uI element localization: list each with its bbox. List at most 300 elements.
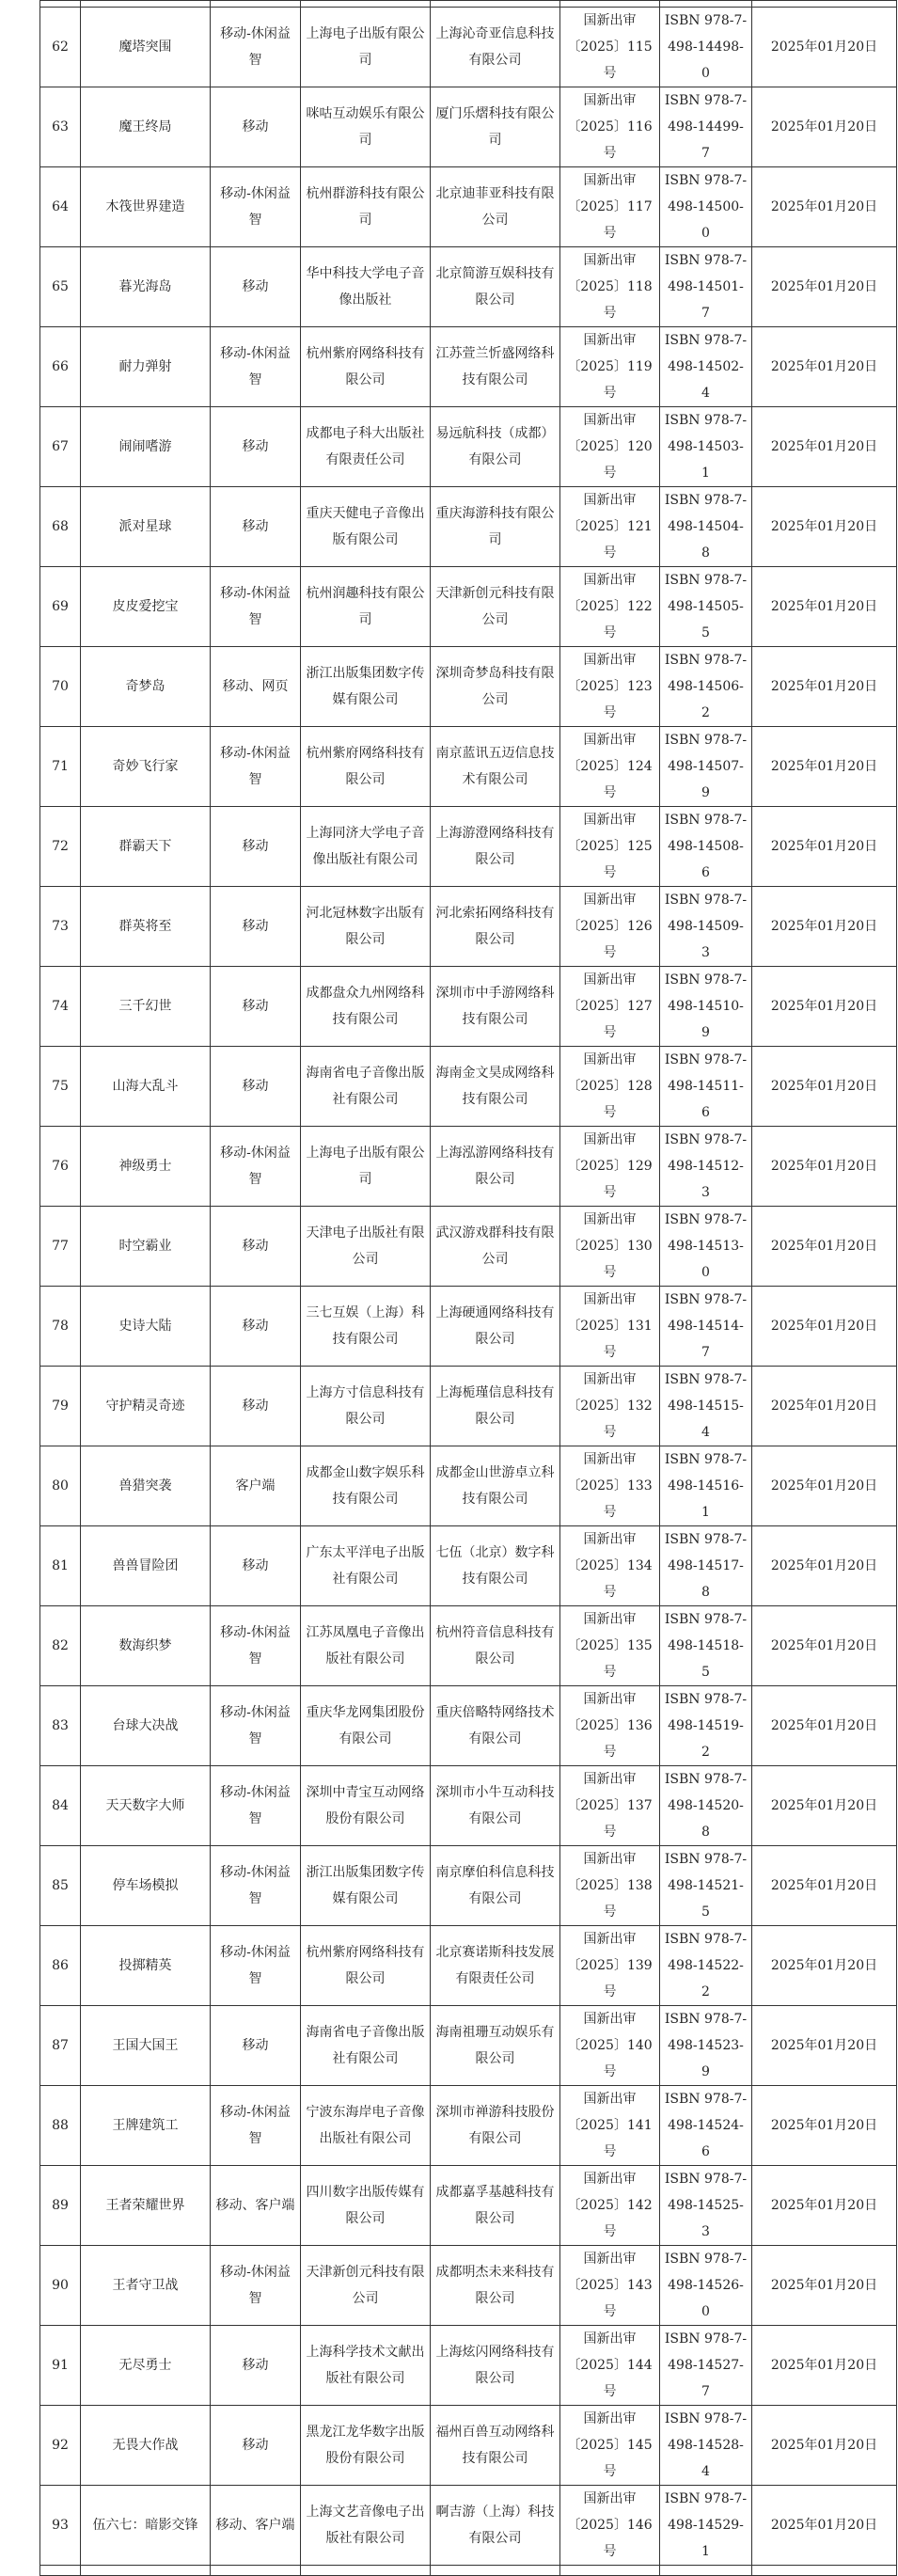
publisher-cell: 宁波东海岸电子音像出版社有限公司 bbox=[301, 2086, 431, 2166]
table-row bbox=[40, 247, 897, 327]
game-type-cell: 移动-休闲益智 bbox=[211, 1127, 301, 1207]
cell bbox=[81, 2566, 211, 2576]
publisher-cell: 广东太平洋电子出版社有限公司 bbox=[301, 1526, 431, 1606]
table-row bbox=[40, 2166, 897, 2246]
row-number-cell: 87 bbox=[40, 2006, 81, 2086]
approval-number-cell: 国新出审〔2025〕133号 bbox=[560, 1446, 660, 1526]
cell bbox=[431, 2566, 560, 2576]
table-row bbox=[40, 8, 897, 87]
isbn-cell: ISBN 978-7-498-14521-5 bbox=[660, 1846, 752, 1926]
approval-date-cell: 2025年01月20日 bbox=[752, 727, 897, 807]
game-name-cell: 天天数字大师 bbox=[81, 1766, 211, 1846]
game-type-cell: 移动 bbox=[211, 1047, 301, 1127]
isbn-cell: ISBN 978-7-498-14517-8 bbox=[660, 1526, 752, 1606]
operator-cell: 上海栀瑾信息科技有限公司 bbox=[431, 1367, 560, 1446]
publisher-cell: 天津新创元科技有限公司 bbox=[301, 2246, 431, 2326]
approval-number-cell: 国新出审〔2025〕119号 bbox=[560, 327, 660, 407]
game-type-cell: 移动 bbox=[211, 807, 301, 887]
game-type-cell: 移动-休闲益智 bbox=[211, 2246, 301, 2326]
publisher-cell: 成都电子科大出版社有限责任公司 bbox=[301, 407, 431, 487]
game-type-cell: 移动-休闲益智 bbox=[211, 1606, 301, 1686]
publisher-cell: 上海同济大学电子音像出版社有限公司 bbox=[301, 807, 431, 887]
operator-cell: 七伍（北京）数字科技有限公司 bbox=[431, 1526, 560, 1606]
isbn-cell: ISBN 978-7-498-14505-5 bbox=[660, 567, 752, 647]
isbn-cell: ISBN 978-7-498-14526-0 bbox=[660, 2246, 752, 2326]
isbn-cell: ISBN 978-7-498-14527-7 bbox=[660, 2326, 752, 2406]
table-row bbox=[40, 1367, 897, 1446]
table-row bbox=[40, 87, 897, 167]
cell bbox=[752, 2566, 897, 2576]
game-name-cell: 投掷精英 bbox=[81, 1926, 211, 2006]
table-row bbox=[40, 567, 897, 647]
game-type-cell: 移动 bbox=[211, 2326, 301, 2406]
operator-cell: 深圳市禅游科技股份有限公司 bbox=[431, 2086, 560, 2166]
row-number-cell: 93 bbox=[40, 2486, 81, 2566]
game-name-cell: 兽兽冒险团 bbox=[81, 1526, 211, 1606]
operator-cell: 杭州符音信息科技有限公司 bbox=[431, 1606, 560, 1686]
approval-number-cell: 国新出审〔2025〕146号 bbox=[560, 2486, 660, 2566]
publisher-cell: 四川数字出版传媒有限公司 bbox=[301, 2166, 431, 2246]
game-type-cell: 移动 bbox=[211, 887, 301, 967]
row-number-cell: 85 bbox=[40, 1846, 81, 1926]
approval-date-cell: 2025年01月20日 bbox=[752, 2486, 897, 2566]
table-row bbox=[40, 1846, 897, 1926]
game-type-cell: 移动 bbox=[211, 967, 301, 1047]
table-row bbox=[40, 487, 897, 567]
isbn-cell: ISBN 978-7-498-14499-7 bbox=[660, 87, 752, 167]
approval-number-cell: 国新出审〔2025〕140号 bbox=[560, 2006, 660, 2086]
isbn-cell: ISBN 978-7-498-14503-1 bbox=[660, 407, 752, 487]
operator-cell: 北京简游互娱科技有限公司 bbox=[431, 247, 560, 327]
game-name-cell: 暮光海岛 bbox=[81, 247, 211, 327]
approval-number-cell: 国新出审〔2025〕116号 bbox=[560, 87, 660, 167]
approval-date-cell: 2025年01月20日 bbox=[752, 407, 897, 487]
row-number-cell: 66 bbox=[40, 327, 81, 407]
approval-number-cell: 国新出审〔2025〕131号 bbox=[560, 1287, 660, 1367]
table-row bbox=[40, 1127, 897, 1207]
cell bbox=[211, 1, 301, 8]
isbn-cell: ISBN 978-7-498-14513-0 bbox=[660, 1207, 752, 1287]
isbn-cell: ISBN 978-7-498-14504-8 bbox=[660, 487, 752, 567]
game-name-cell: 群英将至 bbox=[81, 887, 211, 967]
approval-number-cell: 国新出审〔2025〕136号 bbox=[560, 1686, 660, 1766]
game-type-cell: 移动 bbox=[211, 2006, 301, 2086]
operator-cell: 上海游澄网络科技有限公司 bbox=[431, 807, 560, 887]
game-type-cell: 移动 bbox=[211, 247, 301, 327]
isbn-cell: ISBN 978-7-498-14520-8 bbox=[660, 1766, 752, 1846]
row-number-cell: 70 bbox=[40, 647, 81, 727]
approval-date-cell: 2025年01月20日 bbox=[752, 2326, 897, 2406]
game-name-cell: 三千幻世 bbox=[81, 967, 211, 1047]
game-name-cell: 停车场模拟 bbox=[81, 1846, 211, 1926]
approval-table bbox=[39, 0, 897, 2576]
row-number-cell: 80 bbox=[40, 1446, 81, 1526]
approval-number-cell: 国新出审〔2025〕123号 bbox=[560, 647, 660, 727]
row-number-cell: 83 bbox=[40, 1686, 81, 1766]
operator-cell: 上海泓游网络科技有限公司 bbox=[431, 1127, 560, 1207]
cell bbox=[560, 2566, 660, 2576]
publisher-cell: 成都盘众九州网络科技有限公司 bbox=[301, 967, 431, 1047]
isbn-cell: ISBN 978-7-498-14507-9 bbox=[660, 727, 752, 807]
approval-date-cell: 2025年01月20日 bbox=[752, 2006, 897, 2086]
approval-number-cell: 国新出审〔2025〕121号 bbox=[560, 487, 660, 567]
approval-date-cell: 2025年01月20日 bbox=[752, 647, 897, 727]
operator-cell: 武汉游戏群科技有限公司 bbox=[431, 1207, 560, 1287]
row-number-cell: 77 bbox=[40, 1207, 81, 1287]
operator-cell: 深圳奇梦岛科技有限公司 bbox=[431, 647, 560, 727]
publisher-cell: 杭州群游科技有限公司 bbox=[301, 167, 431, 247]
approval-date-cell: 2025年01月20日 bbox=[752, 8, 897, 87]
publisher-cell: 华中科技大学电子音像出版社 bbox=[301, 247, 431, 327]
publisher-cell: 上海文艺音像电子出版社有限公司 bbox=[301, 2486, 431, 2566]
operator-cell: 北京赛诺斯科技发展有限责任公司 bbox=[431, 1926, 560, 2006]
publisher-cell: 海南省电子音像出版社有限公司 bbox=[301, 2006, 431, 2086]
isbn-cell: ISBN 978-7-498-14500-0 bbox=[660, 167, 752, 247]
isbn-cell: ISBN 978-7-498-14501-7 bbox=[660, 247, 752, 327]
game-name-cell: 史诗大陆 bbox=[81, 1287, 211, 1367]
operator-cell: 重庆海游科技有限公司 bbox=[431, 487, 560, 567]
game-name-cell: 神级勇士 bbox=[81, 1127, 211, 1207]
game-name-cell: 无尽勇士 bbox=[81, 2326, 211, 2406]
cell bbox=[301, 2566, 431, 2576]
game-type-cell: 移动 bbox=[211, 2406, 301, 2486]
table-row bbox=[40, 2326, 897, 2406]
operator-cell: 天津新创元科技有限公司 bbox=[431, 567, 560, 647]
game-type-cell: 移动 bbox=[211, 487, 301, 567]
operator-cell: 上海硬通网络科技有限公司 bbox=[431, 1287, 560, 1367]
game-name-cell: 伍六七：暗影交锋 bbox=[81, 2486, 211, 2566]
operator-cell: 江苏萱兰忻盛网络科技有限公司 bbox=[431, 327, 560, 407]
game-name-cell: 群霸天下 bbox=[81, 807, 211, 887]
isbn-cell: ISBN 978-7-498-14523-9 bbox=[660, 2006, 752, 2086]
game-type-cell: 移动-休闲益智 bbox=[211, 1846, 301, 1926]
table-row bbox=[40, 327, 897, 407]
game-type-cell: 移动 bbox=[211, 407, 301, 487]
approval-date-cell: 2025年01月20日 bbox=[752, 1207, 897, 1287]
table-row bbox=[40, 2006, 897, 2086]
game-name-cell: 山海大乱斗 bbox=[81, 1047, 211, 1127]
game-type-cell: 移动、客户端 bbox=[211, 2486, 301, 2566]
game-name-cell: 台球大决战 bbox=[81, 1686, 211, 1766]
game-name-cell: 奇妙飞行家 bbox=[81, 727, 211, 807]
operator-cell: 南京摩伯科信息科技有限公司 bbox=[431, 1846, 560, 1926]
approval-date-cell: 2025年01月20日 bbox=[752, 167, 897, 247]
publisher-cell: 河北冠林数字出版有限公司 bbox=[301, 887, 431, 967]
isbn-cell: ISBN 978-7-498-14510-9 bbox=[660, 967, 752, 1047]
game-name-cell: 时空霸业 bbox=[81, 1207, 211, 1287]
game-type-cell: 移动-休闲益智 bbox=[211, 327, 301, 407]
publisher-cell: 浙江出版集团数字传媒有限公司 bbox=[301, 1846, 431, 1926]
game-type-cell: 移动-休闲益智 bbox=[211, 567, 301, 647]
table-row bbox=[40, 1926, 897, 2006]
game-type-cell: 移动-休闲益智 bbox=[211, 1766, 301, 1846]
table-row bbox=[40, 1686, 897, 1766]
approval-number-cell: 国新出审〔2025〕124号 bbox=[560, 727, 660, 807]
operator-cell: 厦门乐熠科技有限公司 bbox=[431, 87, 560, 167]
operator-cell: 上海沁奇亚信息科技有限公司 bbox=[431, 8, 560, 87]
operator-cell: 河北索拓网络科技有限公司 bbox=[431, 887, 560, 967]
publisher-cell: 重庆华龙网集团股份有限公司 bbox=[301, 1686, 431, 1766]
approval-number-cell: 国新出审〔2025〕115号 bbox=[560, 8, 660, 87]
operator-cell: 成都金山世游卓立科技有限公司 bbox=[431, 1446, 560, 1526]
approval-list-sheet bbox=[39, 0, 896, 2576]
row-number-cell: 71 bbox=[40, 727, 81, 807]
game-name-cell: 耐力弹射 bbox=[81, 327, 211, 407]
publisher-cell: 杭州润趣科技有限公司 bbox=[301, 567, 431, 647]
approval-date-cell: 2025年01月20日 bbox=[752, 887, 897, 967]
table-row bbox=[40, 727, 897, 807]
operator-cell: 易远航科技（成都）有限公司 bbox=[431, 407, 560, 487]
publisher-cell: 黑龙江龙华数字出版股份有限公司 bbox=[301, 2406, 431, 2486]
approval-date-cell: 2025年01月20日 bbox=[752, 87, 897, 167]
row-number-cell: 81 bbox=[40, 1526, 81, 1606]
table-row bbox=[40, 1446, 897, 1526]
row-number-cell: 64 bbox=[40, 167, 81, 247]
game-type-cell: 移动 bbox=[211, 1367, 301, 1446]
game-name-cell: 木筏世界建造 bbox=[81, 167, 211, 247]
table-row bbox=[40, 647, 897, 727]
approval-number-cell: 国新出审〔2025〕138号 bbox=[560, 1846, 660, 1926]
operator-cell: 海南祖珊互动娱乐有限公司 bbox=[431, 2006, 560, 2086]
row-number-cell: 68 bbox=[40, 487, 81, 567]
game-type-cell: 移动-休闲益智 bbox=[211, 1686, 301, 1766]
approval-date-cell: 2025年01月20日 bbox=[752, 1526, 897, 1606]
publisher-cell: 三七互娱（上海）科技有限公司 bbox=[301, 1287, 431, 1367]
operator-cell: 成都嘉孚基越科技有限公司 bbox=[431, 2166, 560, 2246]
operator-cell: 海南金文昊成网络科技有限公司 bbox=[431, 1047, 560, 1127]
row-number-cell: 73 bbox=[40, 887, 81, 967]
table-row bbox=[40, 167, 897, 247]
row-number-cell: 89 bbox=[40, 2166, 81, 2246]
approval-date-cell: 2025年01月20日 bbox=[752, 247, 897, 327]
row-number-cell: 84 bbox=[40, 1766, 81, 1846]
operator-cell: 啊吉游（上海）科技有限公司 bbox=[431, 2486, 560, 2566]
cell bbox=[301, 1, 431, 8]
approval-date-cell: 2025年01月20日 bbox=[752, 327, 897, 407]
game-name-cell: 王牌建筑工 bbox=[81, 2086, 211, 2166]
cell bbox=[431, 1, 560, 8]
approval-date-cell: 2025年01月20日 bbox=[752, 1047, 897, 1127]
game-name-cell: 王者守卫战 bbox=[81, 2246, 211, 2326]
table-row-cut-top bbox=[40, 1, 897, 8]
game-type-cell: 移动-休闲益智 bbox=[211, 167, 301, 247]
table-row bbox=[40, 967, 897, 1047]
operator-cell: 上海炫闪网络科技有限公司 bbox=[431, 2326, 560, 2406]
table-row-cut-bottom bbox=[40, 2566, 897, 2576]
approval-number-cell: 国新出审〔2025〕135号 bbox=[560, 1606, 660, 1686]
approval-date-cell: 2025年01月20日 bbox=[752, 1846, 897, 1926]
approval-date-cell: 2025年01月20日 bbox=[752, 1686, 897, 1766]
game-name-cell: 皮皮爱挖宝 bbox=[81, 567, 211, 647]
operator-cell: 深圳市中手游网络科技有限公司 bbox=[431, 967, 560, 1047]
game-name-cell: 奇梦岛 bbox=[81, 647, 211, 727]
game-type-cell: 移动-休闲益智 bbox=[211, 1926, 301, 2006]
operator-cell: 福州百兽互动网络科技有限公司 bbox=[431, 2406, 560, 2486]
approval-date-cell: 2025年01月20日 bbox=[752, 2086, 897, 2166]
table-row bbox=[40, 887, 897, 967]
game-type-cell: 移动 bbox=[211, 1207, 301, 1287]
row-number-cell: 92 bbox=[40, 2406, 81, 2486]
isbn-cell: ISBN 978-7-498-14498-0 bbox=[660, 8, 752, 87]
approval-table-body bbox=[40, 1, 897, 2576]
approval-date-cell: 2025年01月20日 bbox=[752, 2166, 897, 2246]
game-type-cell: 移动 bbox=[211, 87, 301, 167]
isbn-cell: ISBN 978-7-498-14511-6 bbox=[660, 1047, 752, 1127]
approval-number-cell: 国新出审〔2025〕134号 bbox=[560, 1526, 660, 1606]
operator-cell: 深圳市小牛互动科技有限公司 bbox=[431, 1766, 560, 1846]
game-name-cell: 王者荣耀世界 bbox=[81, 2166, 211, 2246]
cell bbox=[660, 1, 752, 8]
publisher-cell: 海南省电子音像出版社有限公司 bbox=[301, 1047, 431, 1127]
game-type-cell: 移动-休闲益智 bbox=[211, 8, 301, 87]
publisher-cell: 深圳中青宝互动网络股份有限公司 bbox=[301, 1766, 431, 1846]
cell bbox=[752, 1, 897, 8]
table-row bbox=[40, 1207, 897, 1287]
game-name-cell: 派对星球 bbox=[81, 487, 211, 567]
isbn-cell: ISBN 978-7-498-14515-4 bbox=[660, 1367, 752, 1446]
cell bbox=[211, 2566, 301, 2576]
table-row bbox=[40, 2406, 897, 2486]
isbn-cell: ISBN 978-7-498-14509-3 bbox=[660, 887, 752, 967]
table-row bbox=[40, 407, 897, 487]
game-name-cell: 魔塔突围 bbox=[81, 8, 211, 87]
game-type-cell: 客户端 bbox=[211, 1446, 301, 1526]
isbn-cell: ISBN 978-7-498-14518-5 bbox=[660, 1606, 752, 1686]
isbn-cell: ISBN 978-7-498-14529-1 bbox=[660, 2486, 752, 2566]
publisher-cell: 成都金山数字娱乐科技有限公司 bbox=[301, 1446, 431, 1526]
game-name-cell: 魔王终局 bbox=[81, 87, 211, 167]
isbn-cell: ISBN 978-7-498-14524-6 bbox=[660, 2086, 752, 2166]
cell bbox=[40, 2566, 81, 2576]
approval-number-cell: 国新出审〔2025〕142号 bbox=[560, 2166, 660, 2246]
game-type-cell: 移动-休闲益智 bbox=[211, 727, 301, 807]
publisher-cell: 杭州紫府网络科技有限公司 bbox=[301, 327, 431, 407]
approval-number-cell: 国新出审〔2025〕128号 bbox=[560, 1047, 660, 1127]
row-number-cell: 86 bbox=[40, 1926, 81, 2006]
cell bbox=[560, 1, 660, 8]
row-number-cell: 76 bbox=[40, 1127, 81, 1207]
game-name-cell: 数海织梦 bbox=[81, 1606, 211, 1686]
game-type-cell: 移动、网页 bbox=[211, 647, 301, 727]
isbn-cell: ISBN 978-7-498-14514-7 bbox=[660, 1287, 752, 1367]
approval-date-cell: 2025年01月20日 bbox=[752, 487, 897, 567]
game-name-cell: 兽猎突袭 bbox=[81, 1446, 211, 1526]
approval-date-cell: 2025年01月20日 bbox=[752, 1287, 897, 1367]
publisher-cell: 上海方寸信息科技有限公司 bbox=[301, 1367, 431, 1446]
row-number-cell: 74 bbox=[40, 967, 81, 1047]
approval-date-cell: 2025年01月20日 bbox=[752, 1367, 897, 1446]
game-type-cell: 移动 bbox=[211, 1287, 301, 1367]
row-number-cell: 65 bbox=[40, 247, 81, 327]
publisher-cell: 上海科学技术文献出版社有限公司 bbox=[301, 2326, 431, 2406]
cell bbox=[40, 1, 81, 8]
row-number-cell: 63 bbox=[40, 87, 81, 167]
approval-number-cell: 国新出审〔2025〕125号 bbox=[560, 807, 660, 887]
operator-cell: 北京迪菲亚科技有限公司 bbox=[431, 167, 560, 247]
row-number-cell: 78 bbox=[40, 1287, 81, 1367]
approval-number-cell: 国新出审〔2025〕145号 bbox=[560, 2406, 660, 2486]
approval-number-cell: 国新出审〔2025〕137号 bbox=[560, 1766, 660, 1846]
game-type-cell: 移动-休闲益智 bbox=[211, 2086, 301, 2166]
game-name-cell: 守护精灵奇迹 bbox=[81, 1367, 211, 1446]
approval-date-cell: 2025年01月20日 bbox=[752, 2246, 897, 2326]
game-name-cell: 王国大国王 bbox=[81, 2006, 211, 2086]
game-type-cell: 移动 bbox=[211, 1526, 301, 1606]
isbn-cell: ISBN 978-7-498-14522-2 bbox=[660, 1926, 752, 2006]
table-row bbox=[40, 1287, 897, 1367]
operator-cell: 成都明杰未来科技有限公司 bbox=[431, 2246, 560, 2326]
publisher-cell: 重庆天健电子音像出版有限公司 bbox=[301, 487, 431, 567]
publisher-cell: 杭州紫府网络科技有限公司 bbox=[301, 727, 431, 807]
row-number-cell: 82 bbox=[40, 1606, 81, 1686]
approval-date-cell: 2025年01月20日 bbox=[752, 1766, 897, 1846]
table-row bbox=[40, 2246, 897, 2326]
publisher-cell: 浙江出版集团数字传媒有限公司 bbox=[301, 647, 431, 727]
approval-date-cell: 2025年01月20日 bbox=[752, 807, 897, 887]
approval-number-cell: 国新出审〔2025〕118号 bbox=[560, 247, 660, 327]
publisher-cell: 上海电子出版有限公司 bbox=[301, 1127, 431, 1207]
approval-date-cell: 2025年01月20日 bbox=[752, 1127, 897, 1207]
isbn-cell: ISBN 978-7-498-14508-6 bbox=[660, 807, 752, 887]
publisher-cell: 江苏凤凰电子音像出版社有限公司 bbox=[301, 1606, 431, 1686]
cell bbox=[660, 2566, 752, 2576]
approval-number-cell: 国新出审〔2025〕129号 bbox=[560, 1127, 660, 1207]
approval-number-cell: 国新出审〔2025〕139号 bbox=[560, 1926, 660, 2006]
isbn-cell: ISBN 978-7-498-14502-4 bbox=[660, 327, 752, 407]
approval-number-cell: 国新出审〔2025〕117号 bbox=[560, 167, 660, 247]
operator-cell: 南京蓝讯五迈信息技术有限公司 bbox=[431, 727, 560, 807]
approval-number-cell: 国新出审〔2025〕126号 bbox=[560, 887, 660, 967]
approval-date-cell: 2025年01月20日 bbox=[752, 1926, 897, 2006]
table-row bbox=[40, 1047, 897, 1127]
row-number-cell: 67 bbox=[40, 407, 81, 487]
table-row bbox=[40, 2086, 897, 2166]
approval-date-cell: 2025年01月20日 bbox=[752, 1606, 897, 1686]
row-number-cell: 69 bbox=[40, 567, 81, 647]
approval-number-cell: 国新出审〔2025〕122号 bbox=[560, 567, 660, 647]
publisher-cell: 天津电子出版社有限公司 bbox=[301, 1207, 431, 1287]
approval-number-cell: 国新出审〔2025〕141号 bbox=[560, 2086, 660, 2166]
cell bbox=[81, 1, 211, 8]
approval-number-cell: 国新出审〔2025〕130号 bbox=[560, 1207, 660, 1287]
row-number-cell: 75 bbox=[40, 1047, 81, 1127]
approval-date-cell: 2025年01月20日 bbox=[752, 1446, 897, 1526]
approval-date-cell: 2025年01月20日 bbox=[752, 567, 897, 647]
table-row bbox=[40, 1766, 897, 1846]
game-type-cell: 移动、客户端 bbox=[211, 2166, 301, 2246]
approval-date-cell: 2025年01月20日 bbox=[752, 967, 897, 1047]
approval-number-cell: 国新出审〔2025〕127号 bbox=[560, 967, 660, 1047]
game-name-cell: 闹闹嗜游 bbox=[81, 407, 211, 487]
operator-cell: 重庆倍略特网络技术有限公司 bbox=[431, 1686, 560, 1766]
table-row bbox=[40, 1526, 897, 1606]
isbn-cell: ISBN 978-7-498-14512-3 bbox=[660, 1127, 752, 1207]
publisher-cell: 杭州紫府网络科技有限公司 bbox=[301, 1926, 431, 2006]
approval-date-cell: 2025年01月20日 bbox=[752, 2406, 897, 2486]
table-row bbox=[40, 2486, 897, 2566]
approval-number-cell: 国新出审〔2025〕144号 bbox=[560, 2326, 660, 2406]
approval-number-cell: 国新出审〔2025〕132号 bbox=[560, 1367, 660, 1446]
publisher-cell: 咪咕互动娱乐有限公司 bbox=[301, 87, 431, 167]
row-number-cell: 88 bbox=[40, 2086, 81, 2166]
approval-number-cell: 国新出审〔2025〕120号 bbox=[560, 407, 660, 487]
isbn-cell: ISBN 978-7-498-14528-4 bbox=[660, 2406, 752, 2486]
publisher-cell: 上海电子出版有限公司 bbox=[301, 8, 431, 87]
row-number-cell: 79 bbox=[40, 1367, 81, 1446]
row-number-cell: 62 bbox=[40, 8, 81, 87]
table-row bbox=[40, 807, 897, 887]
isbn-cell: ISBN 978-7-498-14506-2 bbox=[660, 647, 752, 727]
